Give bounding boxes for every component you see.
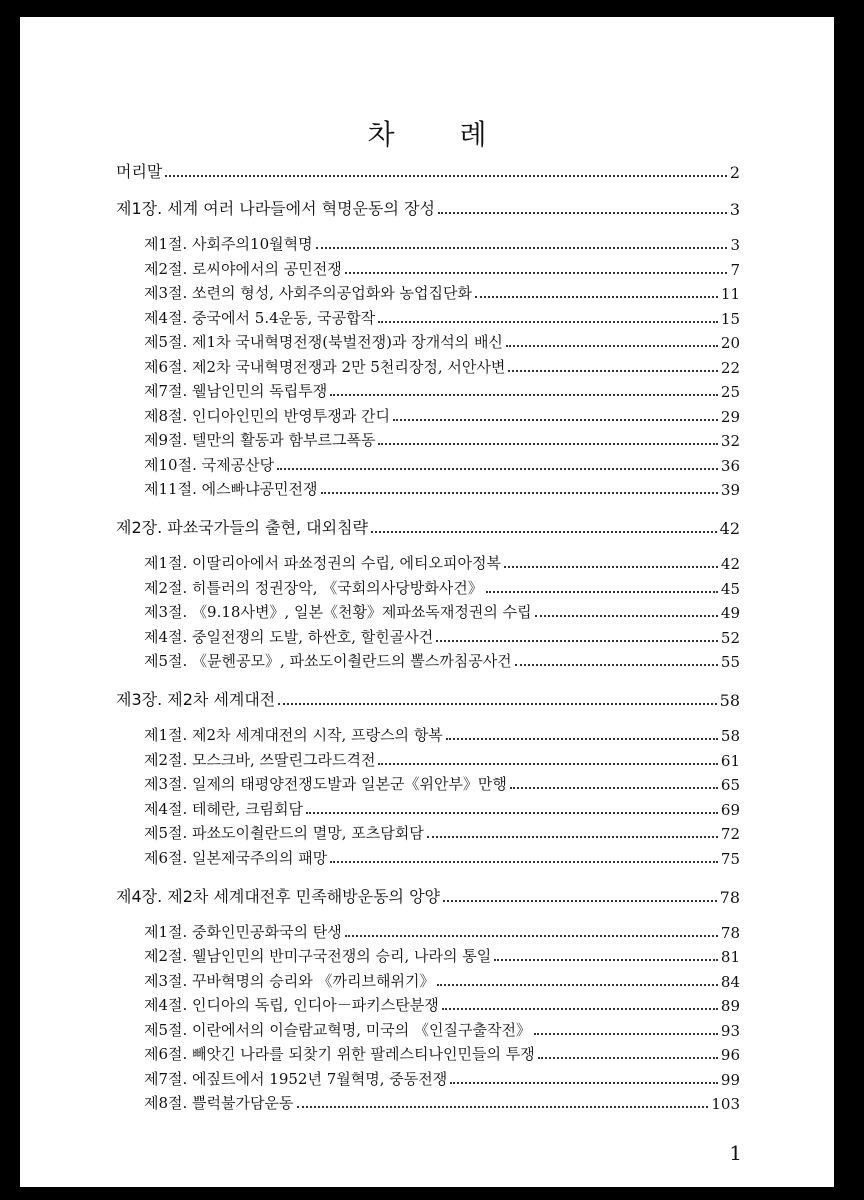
toc-entry-label: 제7절. 웰남인민의 독립투쟁 [144,382,328,400]
toc-section-entry [144,650,740,671]
dot-leader [371,531,717,533]
toc-entry-label: 제10절. 국제공산당 [144,456,275,474]
dot-leader [510,787,718,789]
toc-entry-label: 제3절. 일제의 태평양전쟁도발과 일본군《위안부》만행 [144,775,507,793]
toc-entry-label: 제4절. 인디아의 독립, 인디아－파키스탄분쟁 [144,996,439,1014]
toc-section-entry [144,822,740,843]
toc-entry-label: 제5절. 파쑈도이췰란드의 멸망, 포츠담회담 [144,824,424,842]
toc-entry-label: 제2장. 파쑈국가들의 출현, 대외침략 [116,518,368,537]
toc-section-entry [144,282,740,303]
toc-entry-label: 제3절. 《9.18사변》, 일본《천황》제파쑈독재정권의 수립 [144,603,532,621]
dot-leader [297,1106,709,1108]
toc-chapter-entry [116,159,740,182]
toc-entry-page: 78 [720,924,740,942]
toc-entry-page: 39 [720,481,740,499]
toc-entry-page: 103 [711,1095,740,1113]
toc-section-entry [144,847,740,868]
toc-section-entry [144,994,740,1015]
toc-entry-page: 49 [720,604,740,622]
toc-chapter-entry [116,515,740,538]
toc-entry-label: 제4절. 중일전쟁의 도발, 하싼호, 할힌골사건 [144,628,434,646]
toc-entry-label: 제8절. 쁠럭불가담운동 [144,1094,294,1112]
toc-entry-page: 52 [720,629,740,647]
toc-entry-page: 81 [720,948,740,966]
toc-entry-label: 제2절. 히틀러의 정권장악, 《국회의사당방화사건》 [144,579,483,597]
toc-entry-page: 2 [729,163,740,182]
toc-entry-page: 15 [720,310,740,328]
dot-leader [515,664,718,666]
toc-section-entry [144,798,740,819]
toc-entry-page: 45 [720,580,740,598]
dot-leader [306,812,718,814]
toc-section-entry [144,1043,740,1064]
toc-entry-label: 제1절. 사회주의10월혁명 [144,235,313,253]
toc-entry-page: 36 [720,457,740,475]
toc-section-entry [144,773,740,794]
toc-entry-page: 96 [720,1046,740,1064]
toc-section-entry [144,258,740,279]
toc-section-entry [144,233,740,254]
toc-section-entry [144,1019,740,1040]
toc-entry-label: 제1절. 중화인민공화국의 탄생 [144,923,342,941]
toc-chapter-entry [116,687,740,710]
toc-entry-page: 32 [720,432,740,450]
dot-leader [443,900,717,902]
toc-entry-page: 69 [720,801,740,819]
dot-leader [506,345,718,347]
toc-entry-page: 42 [720,555,740,573]
dot-leader [508,370,718,372]
toc-section-entry [144,478,740,499]
toc-section-entry [144,970,740,991]
toc-entry-page: 22 [720,359,740,377]
toc-section-entry [144,1092,740,1113]
dot-leader [378,763,717,765]
dot-leader [345,935,718,937]
dot-leader [538,1057,718,1059]
toc-chapter-entry [116,196,740,219]
dot-leader [378,443,717,445]
toc-chapter-entry [116,884,740,907]
toc-entry-label: 제5절. 제1차 국내혁명전쟁(북벌전쟁)과 장개석의 배신 [144,333,503,351]
toc-entry-label: 제1절. 제2차 세계대전의 시작, 프랑스의 항복 [144,726,443,744]
toc-section-entry [144,945,740,966]
toc-entry-page: 89 [720,997,740,1015]
toc-section-entry [144,429,740,450]
toc-entry-page: 78 [719,888,740,907]
toc-entry-label: 제6절. 제2차 국내혁명전쟁과 2만 5천리장정, 서안사변 [144,358,506,376]
toc-entry-label: 제8절. 인디아인민의 반영투쟁과 간디 [144,407,390,425]
dot-leader [534,1033,718,1035]
dot-leader [438,212,727,214]
toc-section-entry [144,1068,740,1089]
dot-leader [330,861,718,863]
toc-section-entry [144,921,740,942]
toc-section-entry [144,577,740,598]
toc-entry-label: 제5절. 《뮨헨공모》, 파쑈도이췰란드의 뽈스까침공사건 [144,652,512,670]
dot-leader [330,394,718,396]
toc-entry-page: 3 [729,200,740,219]
toc-entry-label: 제9절. 텔만의 활동과 함부르그폭동 [144,431,376,449]
toc-entry-page: 84 [720,973,740,991]
toc-section-entry [144,454,740,475]
dot-leader [535,615,718,617]
toc-entry-label: 제4절. 중국에서 5.4운동, 국공합작 [144,309,376,327]
toc-entry-label: 제2절. 모스크바, 쓰딸린그라드격전 [144,751,376,769]
toc-entry-label: 제3절. 꾸바혁명의 승리와 《까리브해위기》 [144,972,435,990]
toc-entry-label: 제1절. 이딸리아에서 파쑈정권의 수립, 에티오피아정복 [144,554,501,572]
toc-entry-page: 11 [720,285,740,303]
toc-entry-page: 72 [720,825,740,843]
dot-leader [436,640,718,642]
toc-entry-page: 93 [720,1022,740,1040]
toc-entry-page: 20 [720,334,740,352]
dot-leader [393,419,718,421]
dot-leader [277,468,718,470]
toc-section-entry [144,626,740,647]
toc-entry-page: 65 [720,776,740,794]
toc-entry-label: 제4장. 제2차 세계대전후 민족해방운동의 앙양 [116,887,440,906]
toc-entry-page: 58 [720,727,740,745]
toc-section-entry [144,380,740,401]
dot-leader [442,1008,718,1010]
toc-entry-page: 55 [720,653,740,671]
dot-leader [378,321,718,323]
toc-section-entry [144,356,740,377]
dot-leader [427,836,718,838]
toc-entry-label: 머리말 [116,162,163,181]
toc-section-entry [144,331,740,352]
toc-entry-label: 제7절. 에짚트에서 1952년 7월혁명, 중동전쟁 [144,1070,448,1088]
toc-entry-page: 7 [730,261,740,279]
toc-section-entry [144,405,740,426]
page-number: 1 [729,1141,742,1165]
toc-entry-page: 25 [720,383,740,401]
toc-entry-label: 제2절. 로씨야에서의 공민전쟁 [144,260,342,278]
dot-leader [437,984,717,986]
toc-entry-label: 제1장. 세계 여러 나라들에서 혁명운동의 장성 [116,199,435,218]
toc-entry-label: 제3장. 제2차 세계대전 [116,690,276,709]
toc-entry-label: 제6절. 빼앗긴 나라를 되찾기 위한 팔레스티나인민들의 투쟁 [144,1045,535,1063]
toc-entry-label: 제4절. 테헤란, 크림회담 [144,800,304,818]
toc-section-entry [144,307,740,328]
toc-section-entry [144,749,740,770]
toc-entry-page: 3 [730,236,740,254]
toc-section-entry [144,552,740,573]
toc-entry-label: 제6절. 일본제국주의의 패망 [144,849,328,867]
dot-leader [475,296,718,298]
toc-entry-page: 58 [719,691,740,710]
dot-leader [486,591,718,593]
toc-section-entry [144,601,740,622]
dot-leader [278,703,716,705]
dot-leader [165,175,726,177]
toc-section-entry [144,724,740,745]
dot-leader [450,1082,718,1084]
toc-entry-label: 제11절. 에스빠냐공민전쟁 [144,480,318,498]
toc-entry-page: 42 [719,519,740,538]
toc-entry-page: 75 [720,850,740,868]
toc-entry-label: 제2절. 웰남인민의 반미구국전쟁의 승리, 나라의 통일 [144,947,492,965]
document-page [20,17,834,1187]
toc-entry-label: 제5절. 이란에서의 이슬람교혁명, 미국의 《인질구출작전》 [144,1021,531,1039]
dot-leader [321,492,718,494]
toc-entry-page: 61 [720,752,740,770]
dot-leader [316,247,728,249]
dot-leader [345,272,728,274]
dot-leader [446,738,718,740]
toc-entry-label: 제3절. 쏘련의 형성, 사회주의공업화와 농업집단화 [144,284,472,302]
dot-leader [494,959,718,961]
page-title: 차 례 [367,118,515,151]
dot-leader [504,566,718,568]
toc-entry-page: 99 [720,1071,740,1089]
toc-entry-page: 29 [720,408,740,426]
